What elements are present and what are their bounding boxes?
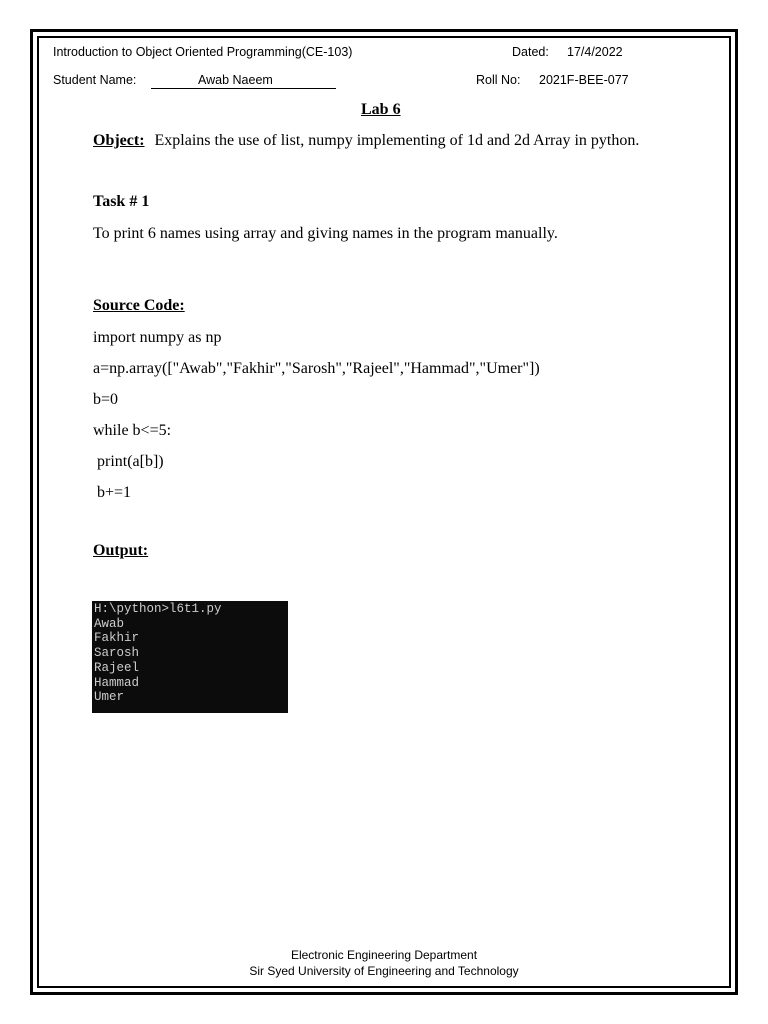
footer-department: Electronic Engineering Department [290,948,478,962]
code-line: a=np.array(["Awab","Fakhir","Sarosh","Rajeel","Hammad","Umer"]) [93,360,540,377]
student-name-field [151,73,336,89]
terminal-line: Awab [94,616,125,631]
terminal-line: Umer [94,690,125,705]
lab-title: Lab 6 [361,101,401,118]
object-line [93,132,639,150]
task-heading: Task # 1 [93,193,150,210]
roll-no-label: Roll No: [476,73,521,87]
source-code-heading: Source Code: [93,297,185,314]
terminal-line: H:\python>l6t1.py [94,602,222,616]
course-title: Introduction to Object Oriented Programming(CE-103) [53,45,353,59]
object-text: Explains the use of list, numpy implementing of 1d and 2d Array in python. [154,132,640,149]
footer-university: Sir Syed University of Engineering and Technology [249,964,519,978]
page-border-inner [37,36,731,988]
terminal-line: Hammad [94,675,140,690]
code-line: b=0 [93,391,119,408]
roll-no-value: 2021F-BEE-077 [539,73,629,87]
code-line: print(a[b]) [93,453,164,470]
terminal-line: Fakhir [94,631,140,646]
code-line: while b<=5: [93,422,172,439]
code-line: import numpy as np [93,329,222,346]
terminal-output-screenshot [92,601,288,713]
terminal-line: Rajeel [94,660,140,675]
student-name-label: Student Name: [53,73,137,87]
output-heading: Output: [93,542,149,559]
code-line: b+=1 [93,484,132,501]
student-name-value: Awab Naeem [198,73,273,87]
task-description: To print 6 names using array and giving names in the program manually. [93,225,558,242]
dated-label: Dated: [512,45,549,59]
dated-value: 17/4/2022 [567,45,623,59]
terminal-line: Sarosh [94,646,140,661]
object-label: Object: [93,132,145,149]
